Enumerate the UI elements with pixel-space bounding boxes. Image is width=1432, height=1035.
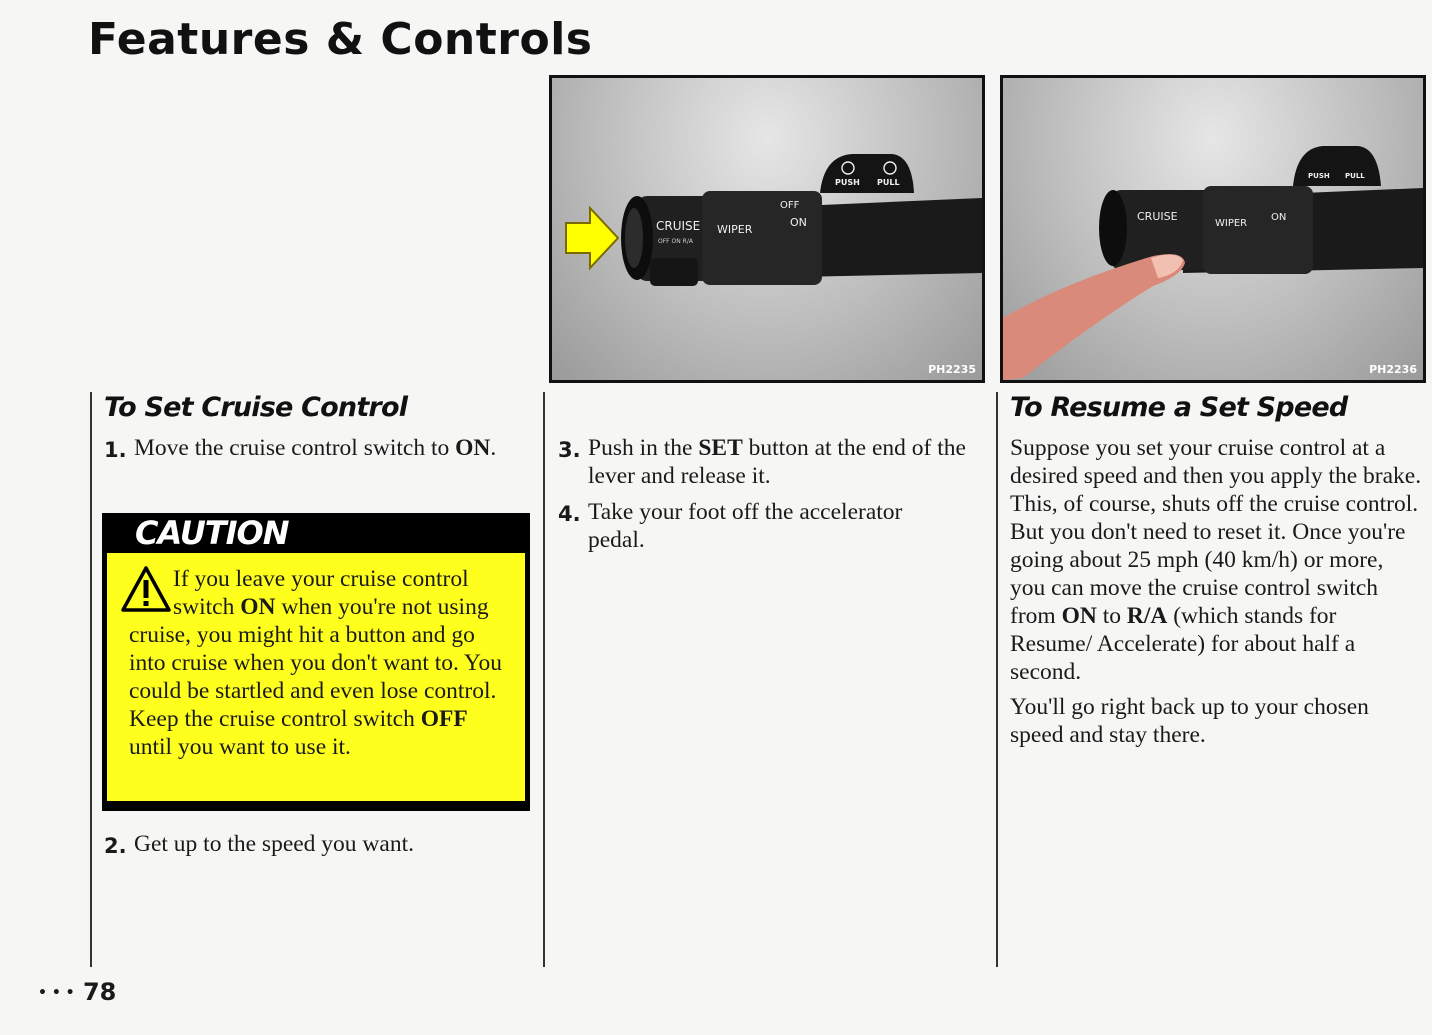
resume-p1-before: Suppose you set your cruise control at a desired speed and then you apply the brake. This, of course, shuts off the cruise control. But you don't need to reset it. Once you're going about 25 mph (40 km/h) or more, you can move the cruise control switch from bbox=[1010, 435, 1422, 629]
caution-body bbox=[107, 553, 525, 801]
photo-code-1: PH2235 bbox=[928, 363, 976, 376]
warning-triangle-icon bbox=[121, 565, 171, 613]
step-2-number: 2. bbox=[104, 834, 127, 858]
column-rule-right bbox=[996, 392, 998, 967]
step-3-after: button at the end of the lever and release it. bbox=[588, 435, 966, 489]
step-1-after: . bbox=[490, 435, 497, 461]
lever2-label-wiper: WIPER bbox=[1215, 218, 1248, 229]
page-number-value: 78 bbox=[82, 978, 117, 1006]
lever-label-pull: PULL bbox=[877, 178, 900, 187]
step-4-number: 4. bbox=[558, 502, 581, 526]
lever2-label-pull: PULL bbox=[1345, 172, 1365, 180]
step-2-text: Get up to the speed you want. bbox=[134, 831, 414, 857]
caution-line-3: until you want to use it. bbox=[129, 734, 351, 760]
column-rule-middle bbox=[543, 392, 545, 967]
step-2 bbox=[104, 830, 524, 860]
caution-title: CAUTION bbox=[135, 514, 289, 552]
step-3 bbox=[558, 434, 978, 490]
step-1-bold: ON bbox=[455, 435, 491, 461]
heading-resume-speed: To Resume a Set Speed bbox=[1010, 392, 1348, 423]
lever-finger-illustration bbox=[1003, 78, 1423, 380]
photo-code-2: PH2236 bbox=[1369, 363, 1417, 376]
step-4-text: Take your foot off the accelerator pedal. bbox=[588, 499, 903, 553]
column-rule-left bbox=[90, 392, 92, 967]
step-1-number: 1. bbox=[104, 438, 127, 462]
lever-label-push: PUSH bbox=[835, 178, 860, 187]
lever2-label-on: ON bbox=[1271, 212, 1287, 223]
lever-label-on: ON bbox=[790, 216, 807, 229]
caution-box bbox=[102, 513, 530, 811]
resume-p1-on: ON bbox=[1061, 603, 1097, 629]
photo-cruise-lever-finger bbox=[1000, 75, 1426, 383]
heading-set-cruise: To Set Cruise Control bbox=[104, 392, 408, 423]
lever2-label-push: PUSH bbox=[1308, 172, 1330, 180]
lever-illustration bbox=[552, 78, 982, 380]
step-4 bbox=[558, 498, 958, 554]
step-3-bold: SET bbox=[698, 435, 743, 461]
lever-label-off: OFF bbox=[780, 200, 800, 211]
page-title: Features & Controls bbox=[88, 14, 593, 65]
caution-bold-on: ON bbox=[240, 594, 276, 620]
resume-p1-after: (which stands for Resume/ Accelerate) for about half a second. bbox=[1010, 603, 1356, 685]
caution-line-1: If you leave your cruise control switch bbox=[173, 566, 469, 620]
lever-label-cruise-modes: OFF ON R/A bbox=[658, 238, 693, 245]
photo-cruise-lever-arrow bbox=[549, 75, 985, 383]
step-1 bbox=[104, 434, 504, 464]
lever-label-wiper: WIPER bbox=[717, 223, 753, 236]
resume-p1-to: to bbox=[1102, 603, 1121, 629]
resume-p1-ra: R/A bbox=[1126, 603, 1168, 629]
page-number bbox=[38, 978, 116, 1006]
step-3-before: Push in the bbox=[588, 435, 693, 461]
lever2-label-cruise: CRUISE bbox=[1137, 210, 1178, 223]
resume-paragraph-2: You'll go right back up to your chosen speed and stay there. bbox=[1010, 694, 1369, 748]
caution-bold-off: OFF bbox=[420, 706, 468, 732]
step-3-number: 3. bbox=[558, 438, 581, 462]
page-dots: • • • bbox=[38, 985, 75, 1001]
caution-line-2: when you're not using cruise, you might hit a button and go into cruise when you don't want to. You could be startled and even lose control. Keep the cruise control switch bbox=[129, 594, 503, 732]
resume-paragraph-1 bbox=[1010, 434, 1422, 686]
step-1-text: Move the cruise control switch to bbox=[134, 435, 450, 461]
lever-label-cruise: CRUISE bbox=[656, 219, 701, 233]
